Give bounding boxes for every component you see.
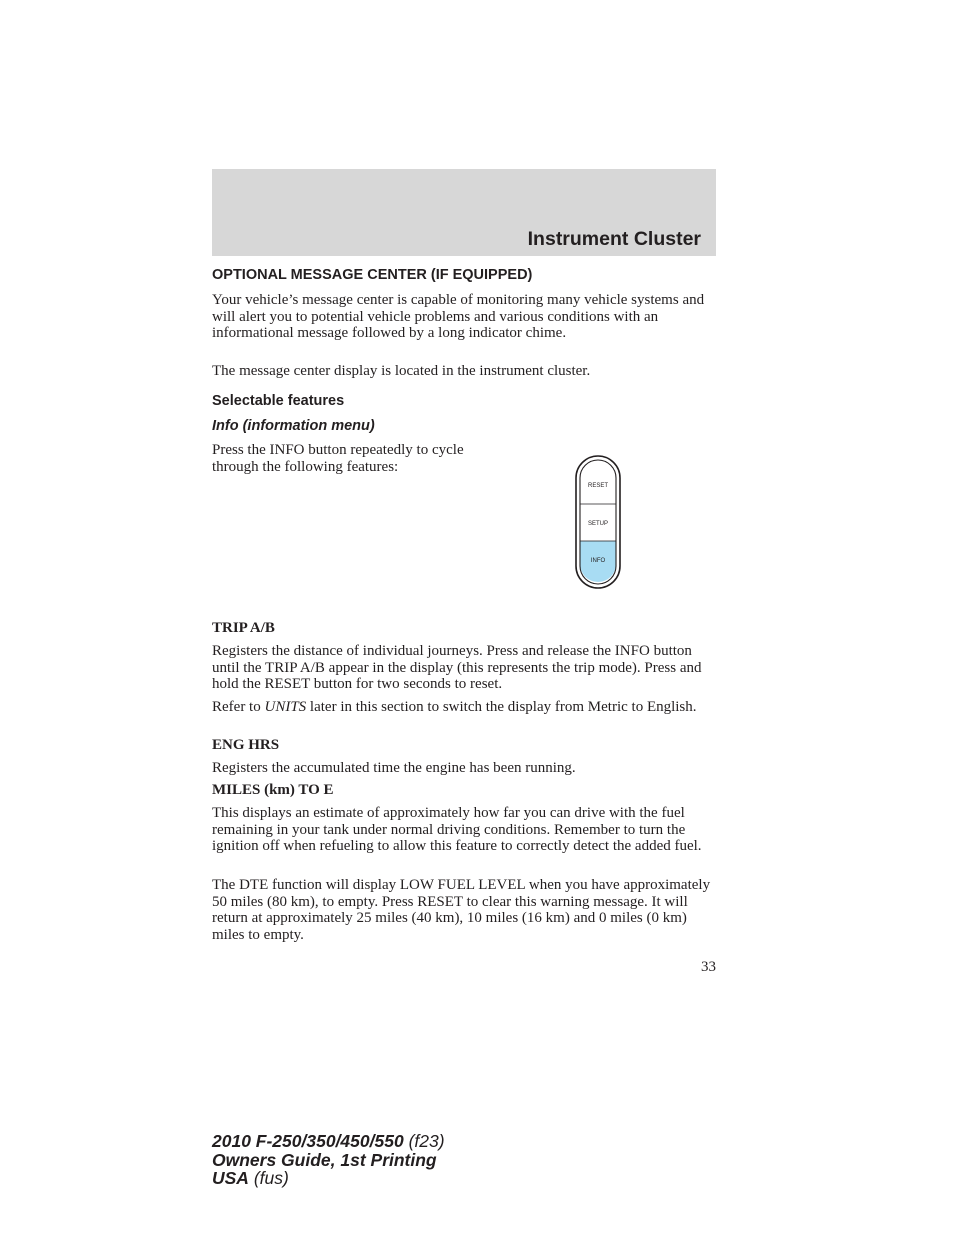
subheading-selectable-features: Selectable features: [212, 393, 345, 409]
footer-market-code: (fus): [248, 1168, 289, 1188]
eng-hrs-heading: ENG HRS: [212, 737, 280, 753]
dte-paragraph-1: This displays an estimate of approximately how far you can drive with the fuel remaining in your tank under normal driving conditions. Remember to turn the ignition off when refueling to allow this feature to correctly detect the added fuel.: [212, 805, 702, 854]
page-number: 33: [701, 959, 716, 975]
trip-text-2-pre: Refer to: [212, 699, 265, 715]
setup-button-label: SETUP: [587, 521, 609, 527]
reset-button-label: RESET: [587, 483, 609, 489]
footer-market: USA: [212, 1168, 249, 1188]
units-reference: UNITS: [264, 699, 307, 715]
footer-line-1: [212, 1132, 445, 1151]
info-button-label: INFO: [590, 558, 606, 564]
trip-heading: TRIP A/B: [212, 620, 275, 636]
footer-line-2: Owners Guide, 1st Printing: [212, 1149, 437, 1170]
trip-paragraph-1: Registers the distance of individual journeys. Press and release the INFO button until the TRIP A/B appear in the display (this represents the trip mode). Press and hold the RESET button for two seconds to reset.: [212, 643, 702, 692]
button-cluster-diagram: [574, 454, 624, 592]
subheading-info-menu: Info (information menu): [212, 418, 375, 434]
page-title: Instrument Cluster: [527, 228, 701, 250]
intro-paragraph-2: The message center display is located in the instrument cluster.: [212, 363, 591, 379]
info-paragraph: Press the INFO button repeatedly to cycle through the following features:: [212, 442, 464, 475]
trip-paragraph-2: [212, 699, 716, 716]
section-heading: OPTIONAL MESSAGE CENTER (IF EQUIPPED): [212, 267, 533, 283]
footer-line-3: [212, 1169, 445, 1188]
intro-paragraph-1: Your vehicle’s message center is capable of monitoring many vehicle systems and will alert you to potential vehicle problems and various conditions with an informational message followed by a long indicator chime.: [212, 292, 705, 341]
footer: [212, 1132, 445, 1188]
dte-heading: MILES (km) TO E: [212, 782, 334, 798]
header-bar: [212, 169, 716, 256]
footer-model-code: (f23): [403, 1131, 445, 1151]
dte-paragraph-2: The DTE function will display LOW FUEL LEVEL when you have approximately 50 miles (80 km), to empty. Press RESET to clear this warning message. It will return at approximately 25 miles (40 km), 10 miles (16 km) and 0 miles (0 km) miles to empty.: [212, 877, 711, 943]
footer-model: 2010 F-250/350/450/550: [212, 1131, 404, 1151]
trip-text-2-post: later in this section to switch the display from Metric to English.: [306, 699, 697, 715]
eng-hrs-paragraph: Registers the accumulated time the engine has been running.: [212, 760, 576, 776]
